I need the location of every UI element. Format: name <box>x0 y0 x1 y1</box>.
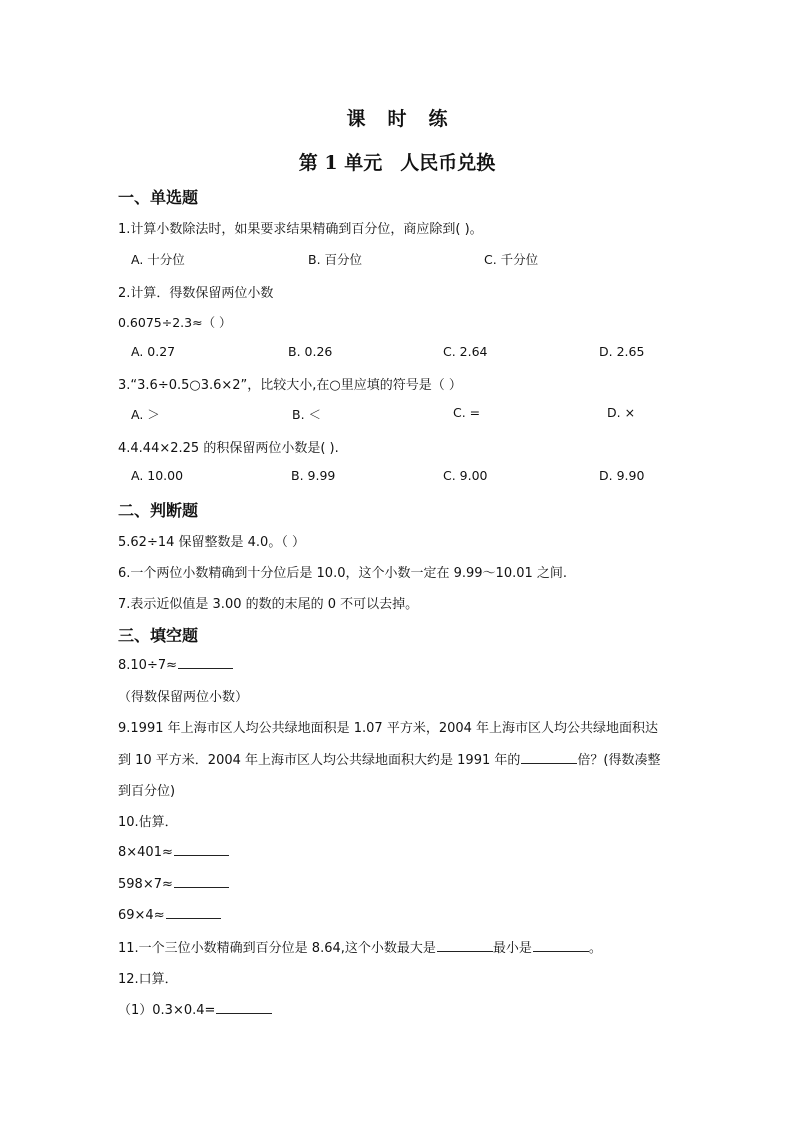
question-3-option-d[interactable]: D. × <box>607 405 636 420</box>
question-10-expression-1: 8×401≈ <box>118 845 173 860</box>
answer-blank[interactable] <box>174 843 229 856</box>
question-11-text-a: 11.一个三位小数精确到百分位是 8.64,这个小数最大是 <box>118 941 436 956</box>
section-heading-true-false: 二、判断题 <box>118 501 199 520</box>
question-11-text-c: 。 <box>588 941 602 956</box>
question-12-expression-1: （1）0.3×0.4= <box>118 1003 216 1018</box>
question-11 <box>118 937 602 956</box>
answer-blank[interactable] <box>533 939 589 952</box>
question-9-text-a: 到 10 平方米．2004 年上海市区人均公共绿地面积大约是 1991 年的 <box>118 753 521 768</box>
answer-blank[interactable] <box>216 1001 272 1014</box>
question-1-stem: 1.计算小数除法时，如果要求结果精确到百分位，商应除到( )。 <box>118 222 483 237</box>
question-4-option-a[interactable]: A. 10.00 <box>131 468 184 483</box>
answer-blank[interactable] <box>521 751 577 764</box>
question-2-stem: 2.计算．得数保留两位小数 <box>118 286 274 301</box>
question-8 <box>118 656 233 673</box>
question-5: 5.62÷14 保留整数是 4.0。（ ） <box>118 535 305 550</box>
question-3-stem: 3.“3.6÷0.5○3.6×2”，比较大小,在○里应填的符号是（ ） <box>118 378 462 393</box>
question-1-option-a[interactable]: A. 十分位 <box>131 252 185 267</box>
question-2-option-d[interactable]: D. 2.65 <box>599 344 645 359</box>
question-3-option-c[interactable]: C. = <box>453 405 481 420</box>
question-10-stem: 10.估算． <box>118 815 178 830</box>
question-2-option-c[interactable]: C. 2.64 <box>443 344 488 359</box>
title-char-3: 练 <box>428 108 448 130</box>
section-heading-fill-in: 三、填空题 <box>118 626 199 645</box>
question-10-item-1 <box>118 843 229 860</box>
title-char-1: 课 <box>346 108 366 130</box>
question-4-stem: 4.4.44×2.25 的积保留两位小数是( ). <box>118 441 339 456</box>
question-9-line-1: 9.1991 年上海市区人均公共绿地面积是 1.07 平方米，2004 年上海市区人均公共绿地面积达 <box>118 721 659 736</box>
answer-blank[interactable] <box>437 939 493 952</box>
unit-subtitle <box>0 148 794 175</box>
question-10-item-3 <box>118 906 221 923</box>
question-9-line-3: 到百分位) <box>118 784 176 799</box>
question-11-text-b: 最小是 <box>492 941 532 956</box>
question-10-expression-3: 69×4≈ <box>118 908 165 923</box>
answer-blank[interactable] <box>178 656 233 669</box>
section-heading-single-choice: 一、单选题 <box>118 188 199 207</box>
question-3-option-b[interactable]: B. ＜ <box>292 407 322 422</box>
question-2-expression: 0.6075÷2.3≈（ ） <box>118 315 232 330</box>
question-4-option-c[interactable]: C. 9.00 <box>443 468 488 483</box>
question-4-option-d[interactable]: D. 9.90 <box>599 468 645 483</box>
question-10-item-2 <box>118 875 229 892</box>
title-char-2: 时 <box>387 108 407 130</box>
question-8-expression: 8.10÷7≈ <box>118 658 178 673</box>
unit-name: 人民币兑换 <box>400 152 496 174</box>
question-9-line-2 <box>118 749 660 768</box>
unit-number: 第 1 单元 <box>298 152 383 174</box>
question-1-option-c[interactable]: C. 千分位 <box>484 252 539 267</box>
question-6: 6.一个两位小数精确到十分位后是 10.0，这个小数一定在 9.99～10.01 之间. <box>118 566 568 581</box>
answer-blank[interactable] <box>174 875 229 888</box>
question-1-option-b[interactable]: B. 百分位 <box>308 252 363 267</box>
question-9-text-b: 倍？(得数凑整 <box>577 753 661 768</box>
question-3-option-a[interactable]: A. ＞ <box>131 407 160 422</box>
question-12-stem: 12.口算． <box>118 972 178 987</box>
question-8-note: （得数保留两位小数） <box>118 690 249 705</box>
question-2-option-a[interactable]: A. 0.27 <box>131 344 176 359</box>
question-2-option-b[interactable]: B. 0.26 <box>288 344 333 359</box>
question-4-option-b[interactable]: B. 9.99 <box>291 468 336 483</box>
answer-blank[interactable] <box>166 906 221 919</box>
question-12-item-1 <box>118 999 272 1018</box>
question-10-expression-2: 598×7≈ <box>118 877 173 892</box>
page-title <box>0 104 794 131</box>
question-7: 7.表示近似值是 3.00 的数的末尾的 0 不可以去掉。 <box>118 597 419 612</box>
